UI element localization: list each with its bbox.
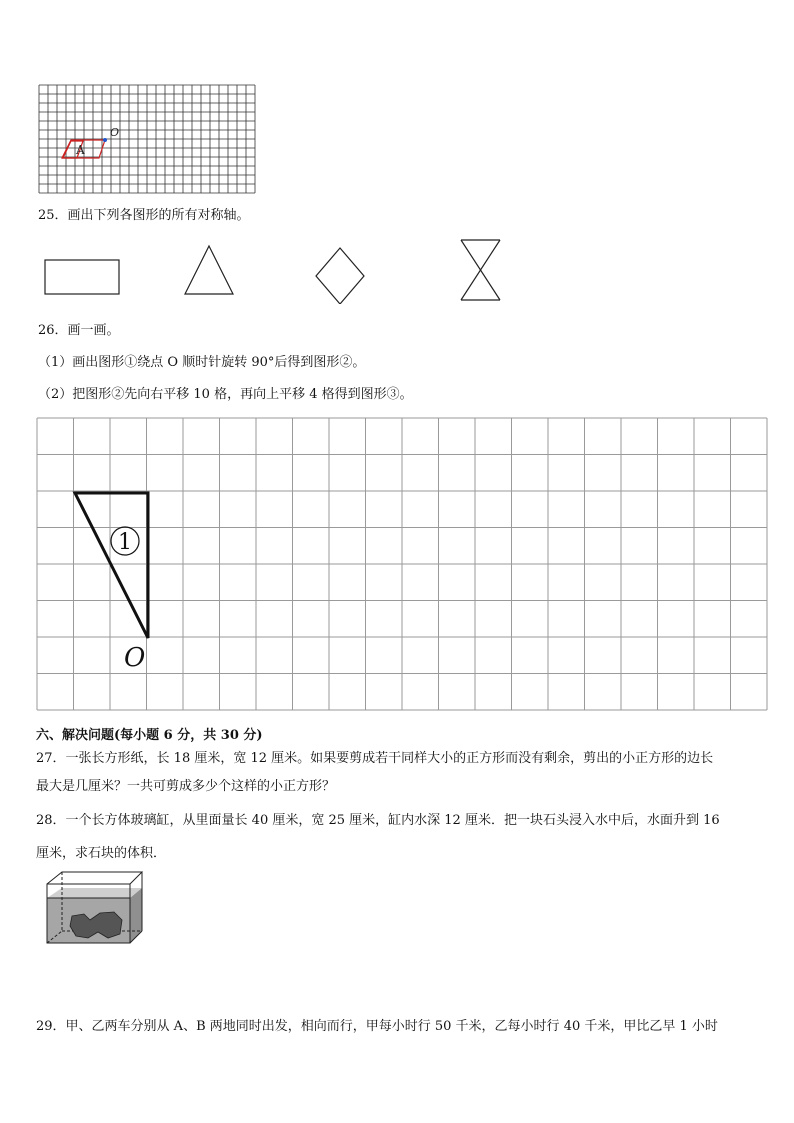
- triangle-1: [75, 493, 148, 638]
- question-27-line-2: 最大是几厘米？一共可剪成多少个这样的小正方形？: [36, 779, 336, 794]
- question-26: 26．画一画。: [38, 323, 120, 338]
- label-o: O: [110, 126, 120, 139]
- point-o-label: O: [124, 643, 146, 673]
- question-25: 25．画出下列各图形的所有对称轴。: [38, 208, 250, 223]
- glass-tank-illustration: [44, 868, 144, 946]
- section-6-title: 六、解决问题(每小题 6 分，共 30 分): [36, 728, 263, 743]
- triangle-shape: [185, 246, 233, 294]
- question-29-line-1: 29．甲、乙两车分别从 A、B 两地同时出发，相向而行，甲每小时行 50 千米，乙每小时行 40 千米，甲比乙早 1 小时: [36, 1019, 718, 1034]
- hourglass-shape: [461, 240, 500, 300]
- rectangle-shape: [45, 260, 119, 294]
- symmetry-shapes: [40, 236, 510, 304]
- question-28-line-2: 厘米，求石块的体积．: [36, 846, 167, 861]
- question-27-line-1: 27．一张长方形纸，长 18 厘米，宽 12 厘米。如果要剪成若干同样大小的正方形而没有剩余，剪出的小正方形的边长: [36, 751, 714, 766]
- question-26-part-2: （2）把图形②先向右平移 10 格，再向上平移 4 格得到图形③。: [38, 387, 413, 402]
- triangle-1-label: 1: [118, 530, 132, 555]
- question-26-part-1: （1）画出图形①绕点 O 顺时针旋转 90°后得到图形②。: [38, 355, 366, 370]
- large-grid-figure: [36, 416, 772, 714]
- label-a: A: [76, 143, 85, 157]
- small-grid-lines: [39, 85, 255, 193]
- water-top: [47, 888, 142, 898]
- small-grid-figure: [38, 84, 256, 194]
- rhombus-shape: [316, 248, 364, 304]
- question-28-line-1: 28．一个长方体玻璃缸，从里面量长 40 厘米，宽 25 厘米，缸内水深 12 厘米．把一块石头浸入水中后，水面升到 16: [36, 813, 720, 828]
- point-o-dot: [103, 138, 107, 142]
